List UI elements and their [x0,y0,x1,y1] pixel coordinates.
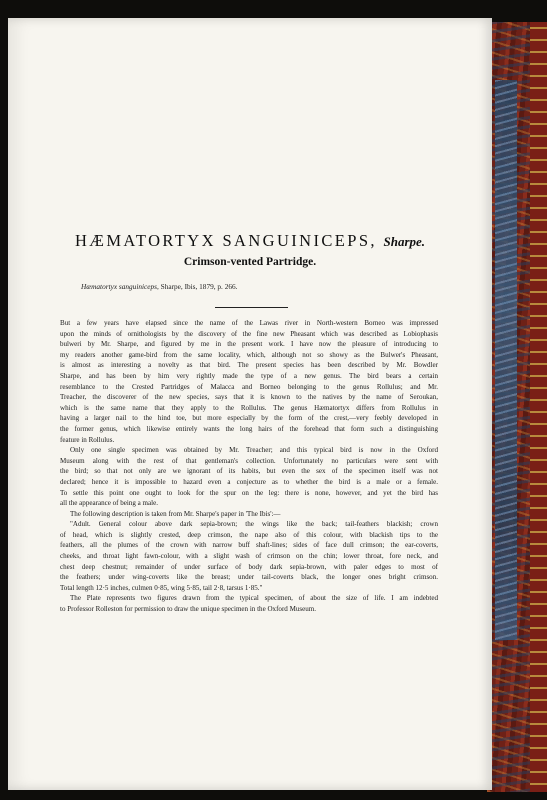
species-authority: Sharpe. [383,234,426,249]
synonymy-reference [81,282,237,291]
text-line: To settle this point one ought to look for the spur on the leg: there is none, however, and yet the bird has [60,488,438,497]
text-line: the former genus, which likewise entirely wants the long hairs of the forehead that form such a distinguishing [60,424,438,433]
reference-name: Hæmatortyx sanguiniceps, [81,282,159,291]
text-line: The Plate represents two figures drawn from the typical specimen, of about the size of life. I am indebted [70,594,438,603]
paragraph [60,509,438,520]
text-line: But a few years have elapsed since the name of the Lawas river in North-western Borneo was impressed [60,319,438,327]
body-text [60,318,438,615]
reference-citation: Sharpe, Ibis, 1879, p. 266. [160,282,238,291]
text-line: Only one single specimen was obtained by Mr. Treacher; and this typical bird is now in the Oxford [70,446,438,455]
text-line: upon the minds of ornithologists by the discovery of the fine new Pheasant which was described as Lobiophasis [60,329,438,338]
text-line: my readers another game-bird from the same locality, which, although not so showy as the Bulwer's Pheasant, [60,350,438,359]
paragraph [60,519,438,593]
text-line: Sharpe, and has been by him very rightly made the type of a new genus. The bird bears a certain [60,371,438,380]
text-line: The following description is taken from Mr. Sharpe's paper in 'The Ibis':— [70,509,281,518]
page-title [8,231,492,251]
paragraph [60,593,438,614]
text-line: resemblance to the Crested Partridges of Malacca and Borneo belonging to the genus Rollulus; and Mr. [60,382,438,391]
text-line: Museum along with the rest of that gentleman's collection. Unfortunately no particulars were sent with [60,456,438,465]
text-line: the bird; so that not only are we ignorant of its habits, but even the sex of the specimen itself was not [60,467,438,476]
text-line: having a larger nail to the hind toe, but more especially by the form of the crest,—very feebly developed in [60,414,438,423]
text-line: Total length 12·5 inches, culmen 0·85, wing 5·85, tail 2·8, tarsus 1·85." [60,583,263,592]
text-line: is almost as interesting a novelty as that bird. The present species has been described by Mr. Bowdler [60,361,438,370]
species-name: HÆMATORTYX SANGUINICEPS, [74,231,377,250]
book-page [8,18,492,790]
gilt-edge [530,22,547,792]
text-line: to Professor Rolleston for permission to draw the unique specimen in the Oxford Museum. [60,605,316,614]
text-line: declared; hence it is impossible to hazard even a conjecture as to whether the bird is a male or a female. [60,477,438,486]
text-line: the feathers; under wing-coverts like the breast; under tail-coverts black, the longer ones bright crimson. [60,573,438,582]
text-line: of head, which is slightly crested, deep crimson, the nape also of this colour, with blackish tips to the [60,530,438,539]
divider-rule [215,307,288,308]
common-name: Crimson-vented Partridge. [183,256,317,268]
text-line: which is the same name that they apply to the Rollulus. The genus Hæmatortyx differs from Rollulus in [60,403,438,412]
text-line: feature in Rollulus. [60,435,115,444]
text-line: feathers, all the plumes of the crown with narrow buff shaft-lines; sides of face dull crimson; the ear-coverts, [60,541,438,550]
text-line: cheeks, and throat light fawn-colour, with a slight wash of crimson on the chin; lower throat, fore neck, and [60,552,438,561]
text-line: chest deep chestnut; remainder of under surface of body dark sepia-brown, with paler edges to most of [60,562,438,571]
text-line: Treacher, the discoverer of the new species, says that it is known to the natives by the name of Seroukan, [60,393,438,402]
marbled-fore-edge-blue [495,80,517,640]
paragraph [60,445,438,509]
text-line: "Adult. General colour above dark sepia-brown; the wings like the back; tail-feathers blackish; crown [70,520,438,529]
text-line: all the appearance of being a male. [60,499,159,508]
paragraph [60,318,438,445]
text-line: bulweri by Mr. Sharpe, and figured by me in the present work. I have now the pleasure of introducing to [60,340,438,349]
